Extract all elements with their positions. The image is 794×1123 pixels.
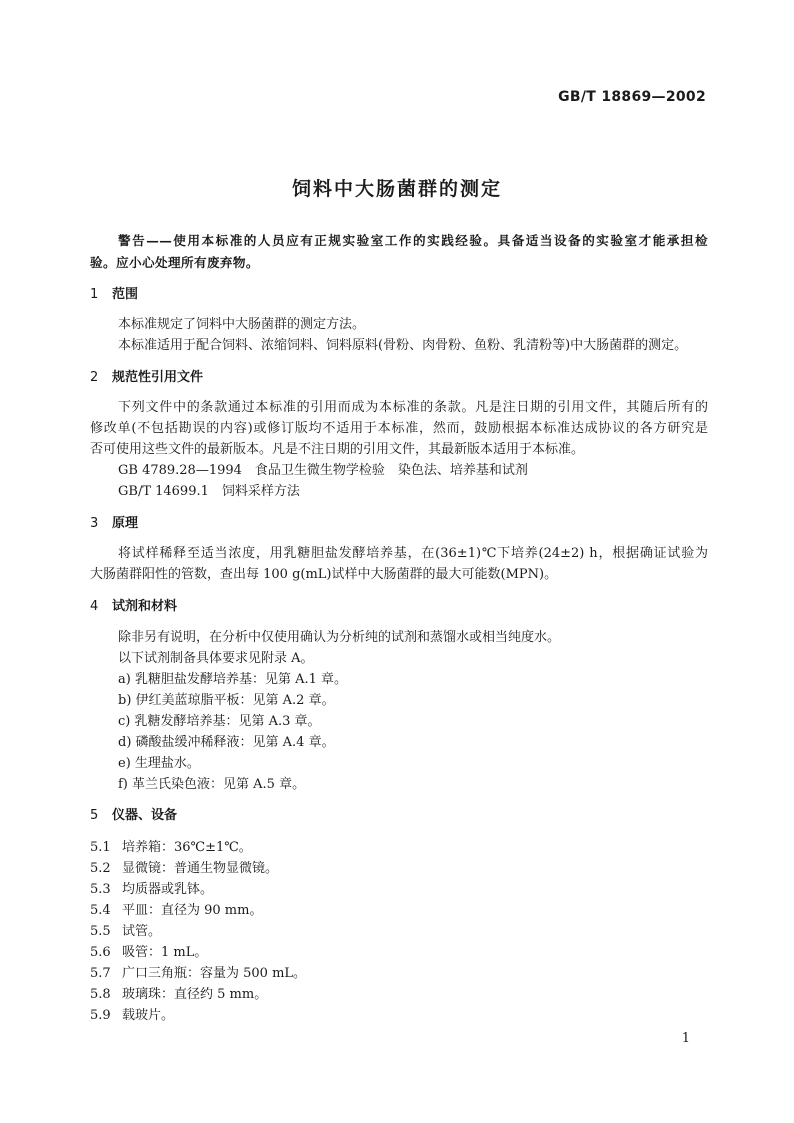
references-line-2: 修改单(不包括勘误的内容)或修订版均不适用于本标准，然而，鼓励根据本标准达成协议的各方研究是: [90, 421, 708, 436]
references-line-3: 否可使用这些文件的最新版本。凡是不注日期的引用文件，其最新版本适用于本标准。: [90, 442, 585, 457]
clause-text: 玻璃珠：直径约 5 mm。: [122, 987, 268, 1002]
scope-paragraph-1: 本标准规定了饲料中大肠菌群的测定方法。: [118, 317, 366, 332]
clause-text: 显微镜：普通生物显微镜。: [122, 861, 279, 876]
clause-number: 5.5: [90, 924, 111, 939]
clause-text: 培养箱：36℃±1℃。: [122, 840, 252, 855]
list-item: f) 革兰氏染色液：见第 A.5 章。: [118, 777, 306, 792]
section-number: 4: [90, 599, 99, 614]
reagents-paragraph-1: 除非另有说明，在分析中仅使用确认为分析纯的试剂和蒸馏水或相当纯度水。: [118, 630, 561, 645]
clause-item: [90, 902, 708, 920]
standard-code: GB/T 18869—2002: [558, 89, 706, 105]
clause-text: 均质器或乳钵。: [122, 882, 214, 897]
section-number: 2: [90, 370, 99, 385]
list-item: b) 伊红美蓝琼脂平板：见第 A.2 章。: [118, 693, 335, 708]
clause-text: 载玻片。: [122, 1008, 175, 1023]
section-title: 仪器、设备: [112, 808, 178, 823]
clause-item: [90, 986, 708, 1004]
warning-line-1: 警告——使用本标准的人员应有正规实验室工作的实践经验。具备适当设备的实验室才能承担检: [118, 233, 708, 248]
clause-number: 5.2: [90, 861, 111, 876]
clause-item: [90, 944, 708, 962]
reference-gbt14699: GB/T 14699.1 饲料采样方法: [118, 484, 300, 499]
section-2-heading: [90, 369, 708, 387]
section-title: 规范性引用文件: [112, 370, 204, 385]
section-1-heading: [90, 286, 708, 304]
clause-text: 试管。: [122, 924, 162, 939]
section-title: 范围: [112, 287, 139, 302]
clause-item: [90, 860, 708, 878]
clause-number: 5.3: [90, 882, 111, 897]
clause-number: 5.1: [90, 840, 111, 855]
reference-gb4789: GB 4789.28—1994 食品卫生微生物学检验 染色法、培养基和试剂: [118, 463, 528, 478]
clause-item: [90, 923, 708, 941]
references-line-1: 下列文件中的条款通过本标准的引用而成为本标准的条款。凡是注日期的引用文件，其随后所有的: [118, 400, 708, 415]
list-item: c) 乳糖发酵培养基：见第 A.3 章。: [118, 714, 321, 729]
clause-number: 5.7: [90, 966, 111, 981]
clause-number: 5.8: [90, 987, 111, 1002]
clause-item: [90, 1007, 708, 1025]
section-title: 试剂和材料: [112, 599, 178, 614]
section-number: 1: [90, 287, 99, 302]
clause-text: 广口三角瓶：容量为 500 mL。: [122, 966, 307, 981]
clause-text: 平皿：直径为 90 mm。: [122, 903, 263, 918]
principle-line-1: 将试样稀释至适当浓度，用乳糖胆盐发酵培养基，在(36±1)℃下培养(24±2) h，根据确证试验为: [118, 546, 708, 561]
list-item: a) 乳糖胆盐发酵培养基：见第 A.1 章。: [118, 672, 348, 687]
warning-line-2: 验。应小心处理所有废弃物。: [90, 255, 259, 270]
section-5-heading: [90, 807, 708, 825]
clause-item: [90, 881, 708, 899]
section-3-heading: [90, 515, 708, 533]
section-number: 3: [90, 516, 99, 531]
reagents-paragraph-2: 以下试剂制备具体要求见附录 A。: [118, 651, 314, 666]
section-number: 5: [90, 808, 99, 823]
clause-item: [90, 839, 708, 857]
clause-number: 5.4: [90, 903, 111, 918]
clause-text: 吸管：1 mL。: [122, 945, 208, 960]
clause-number: 5.9: [90, 1008, 111, 1023]
list-item: d) 磷酸盐缓冲稀释液：见第 A.4 章。: [118, 735, 335, 750]
scope-paragraph-2: 本标准适用于配合饲料、浓缩饲料、饲料原料(骨粉、肉骨粉、鱼粉、乳清粉等)中大肠菌群的测定。: [118, 338, 688, 353]
clause-item: [90, 965, 708, 983]
page-number: 1: [681, 1031, 690, 1046]
list-item: e) 生理盐水。: [118, 756, 200, 771]
principle-line-2: 大肠菌群阳性的管数，查出每 100 g(mL)试样中大肠菌群的最大可能数(MPN)。: [90, 567, 558, 582]
section-4-heading: [90, 598, 708, 616]
clause-number: 5.6: [90, 945, 111, 960]
section-title: 原理: [112, 516, 139, 531]
document-title: 饲料中大肠菌群的测定: [291, 178, 502, 200]
